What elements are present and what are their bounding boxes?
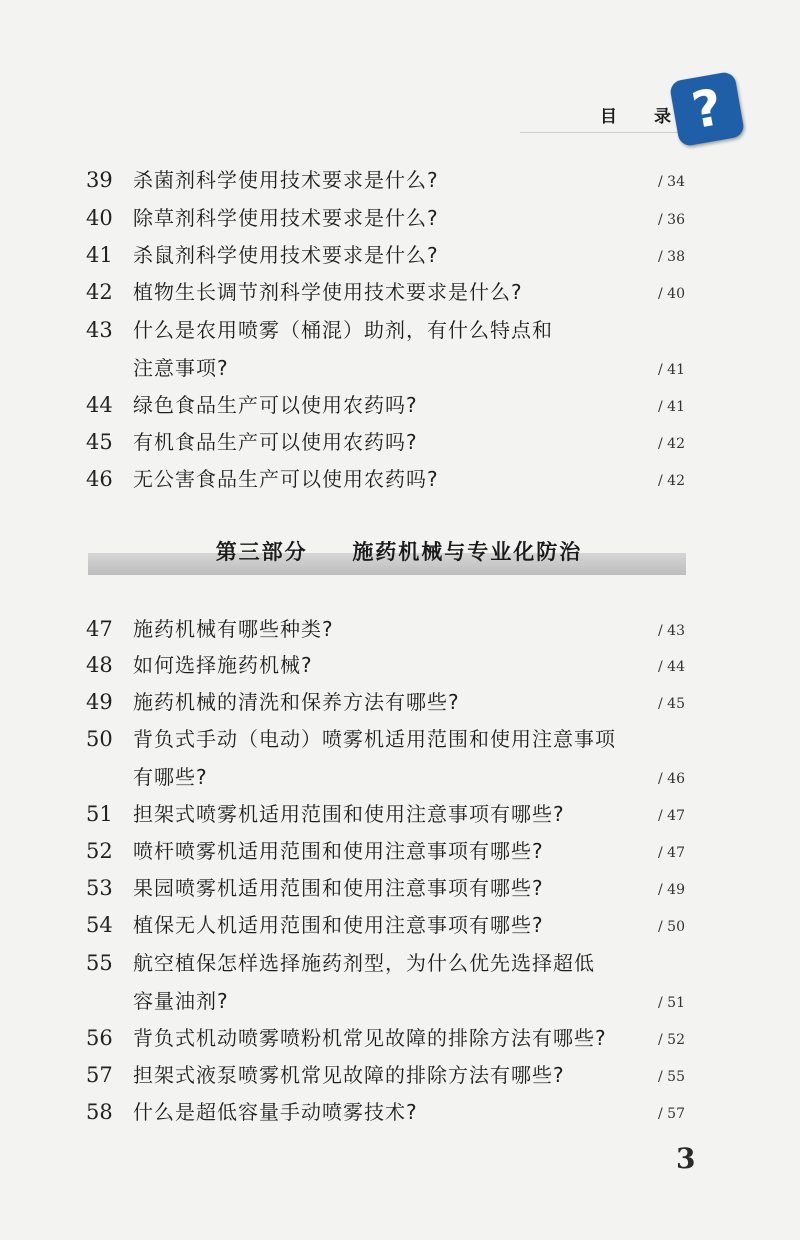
entry-number: 52 (86, 839, 113, 863)
toc-entry-51[interactable] (0, 797, 800, 831)
entry-title: 担架式喷雾机适用范围和使用注意事项有哪些? (133, 802, 565, 826)
toc-entry-49[interactable] (0, 685, 800, 719)
toc-entry-42[interactable] (0, 275, 800, 309)
entry-title: 杀鼠剂科学使用技术要求是什么? (133, 243, 439, 267)
toc-entry-57[interactable] (0, 1058, 800, 1092)
entry-page: / 34 (658, 174, 685, 190)
entry-number: 58 (86, 1100, 113, 1124)
entry-page: / 36 (658, 212, 685, 228)
toc-entry-47[interactable] (0, 612, 800, 646)
toc-entry-54[interactable] (0, 908, 800, 942)
entry-title-continued: 容量油剂? (133, 989, 229, 1013)
toc-entry-56[interactable] (0, 1021, 800, 1055)
entry-number: 54 (86, 913, 113, 937)
entry-page: / 47 (658, 845, 685, 861)
toc-entry-55[interactable] (0, 946, 800, 1020)
entry-number: 48 (86, 653, 113, 677)
entry-number: 43 (86, 318, 113, 342)
entry-title-continued: 有哪些? (133, 765, 208, 789)
entry-page: / 45 (658, 696, 685, 712)
entry-title: 有机食品生产可以使用农药吗? (133, 430, 418, 454)
entry-page: / 43 (658, 623, 685, 639)
entry-page: / 57 (658, 1106, 685, 1122)
entry-page: / 55 (658, 1069, 685, 1085)
entry-page: / 42 (658, 473, 685, 489)
toc-entry-39[interactable] (0, 163, 800, 197)
entry-number: 39 (86, 168, 113, 192)
entry-number: 57 (86, 1063, 113, 1087)
entry-number: 53 (86, 876, 113, 900)
section-title-text: 施药机械与专业化防治 (352, 540, 583, 564)
toc-entry-48[interactable] (0, 648, 800, 682)
entry-number: 42 (86, 280, 113, 304)
entry-number: 45 (86, 430, 113, 454)
entry-page: / 49 (658, 882, 685, 898)
entry-title: 担架式液泵喷雾机常见故障的排除方法有哪些? (133, 1063, 565, 1087)
entry-number: 55 (86, 951, 113, 975)
entry-title: 背负式手动（电动）喷雾机适用范围和使用注意事项 (133, 727, 616, 751)
entry-page: / 41 (658, 362, 685, 378)
entry-page: / 41 (658, 399, 685, 415)
entry-page: / 44 (658, 659, 685, 675)
entry-number: 40 (86, 206, 113, 230)
entry-title: 除草剂科学使用技术要求是什么? (133, 206, 439, 230)
entry-number: 50 (86, 727, 113, 751)
entry-number: 46 (86, 467, 113, 491)
toc-entry-53[interactable] (0, 871, 800, 905)
toc-entry-58[interactable] (0, 1095, 800, 1129)
entry-title: 植保无人机适用范围和使用注意事项有哪些? (133, 913, 544, 937)
entry-page: / 38 (658, 249, 685, 265)
entry-title-continued: 注意事项? (133, 356, 229, 380)
entry-number: 56 (86, 1026, 113, 1050)
entry-title: 无公害食品生产可以使用农药吗? (133, 467, 439, 491)
entry-title: 施药机械有哪些种类? (133, 617, 334, 641)
entry-page: / 51 (658, 995, 685, 1011)
section-heading (0, 536, 800, 566)
entry-page: / 52 (658, 1032, 685, 1048)
header-label-lu: 录 (654, 107, 671, 127)
entry-page: / 50 (658, 919, 685, 935)
entry-title: 喷杆喷雾机适用范围和使用注意事项有哪些? (133, 839, 544, 863)
entry-title: 果园喷雾机适用范围和使用注意事项有哪些? (133, 876, 544, 900)
toc-entry-52[interactable] (0, 834, 800, 868)
entry-number: 51 (86, 802, 113, 826)
header-rule (520, 132, 680, 133)
entry-page: / 40 (658, 286, 685, 302)
question-badge-icon (669, 71, 745, 147)
header-label-mu: 目 (600, 107, 617, 127)
entry-title: 施药机械的清洗和保养方法有哪些? (133, 690, 460, 714)
entry-page: / 42 (658, 436, 685, 452)
entry-title: 航空植保怎样选择施药剂型，为什么优先选择超低 (133, 951, 595, 975)
toc-entry-45[interactable] (0, 425, 800, 459)
toc-entry-46[interactable] (0, 462, 800, 496)
toc-entry-50[interactable] (0, 722, 800, 796)
entry-title: 杀菌剂科学使用技术要求是什么? (133, 168, 439, 192)
toc-entry-44[interactable] (0, 388, 800, 422)
entry-number: 41 (86, 243, 113, 267)
toc-entry-43[interactable] (0, 313, 800, 387)
section-part-label: 第三部分 (215, 540, 308, 564)
toc-entry-41[interactable] (0, 238, 800, 272)
entry-number: 44 (86, 393, 113, 417)
toc-entry-40[interactable] (0, 201, 800, 235)
entry-title: 绿色食品生产可以使用农药吗? (133, 393, 418, 417)
entry-number: 47 (86, 617, 113, 641)
entry-title: 植物生长调节剂科学使用技术要求是什么? (133, 280, 523, 304)
entry-title: 如何选择施药机械? (133, 653, 313, 677)
entry-title: 背负式机动喷雾喷粉机常见故障的排除方法有哪些? (133, 1026, 607, 1050)
entry-title: 什么是农用喷雾（桶混）助剂，有什么特点和 (133, 318, 553, 342)
question-mark-glyph: ? (687, 77, 727, 141)
entry-title: 什么是超低容量手动喷雾技术? (133, 1100, 418, 1124)
entry-page: / 47 (658, 808, 685, 824)
entry-number: 49 (86, 690, 113, 714)
entry-page: / 46 (658, 771, 685, 787)
page-number: 3 (676, 1142, 696, 1175)
